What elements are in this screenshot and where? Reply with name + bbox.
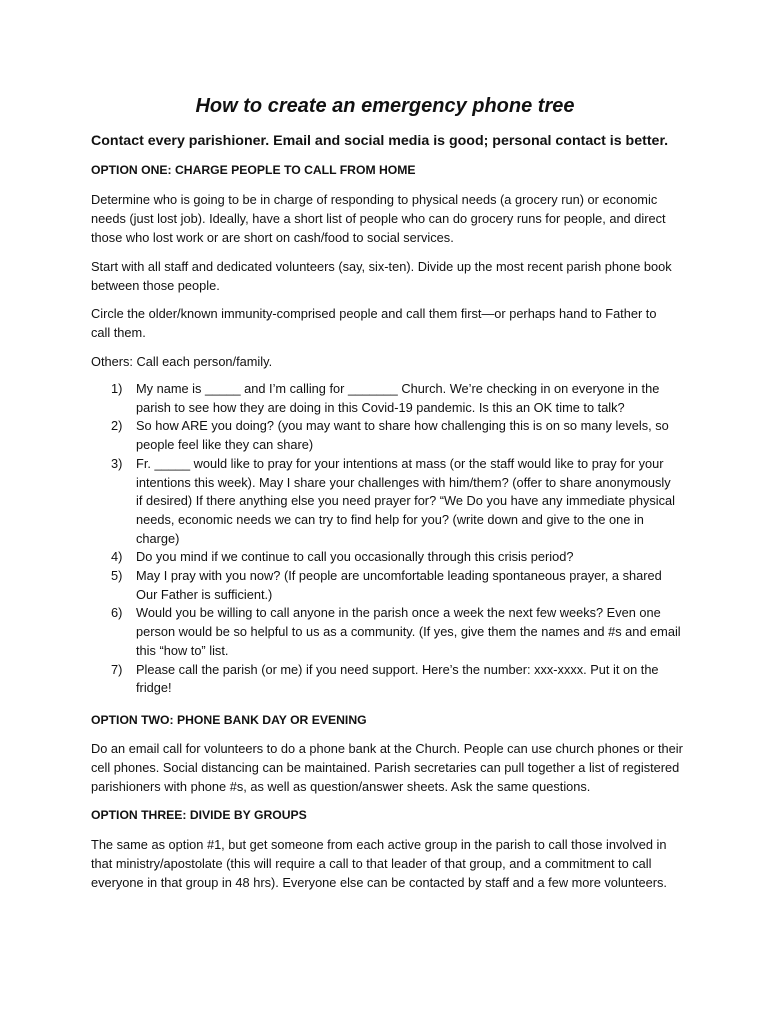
list-item-line: So how ARE you doing? (you may want to share how challenging this is on so many levels, so [136,418,669,434]
paragraph-line: Determine who is going to be in charge of responding to physical needs (a grocery run) or economic [91,192,658,207]
paragraph-line: that ministry/apostolate (this will require a call to that leader of that group, and a commitment to call [91,856,652,871]
paragraph-line: Start with all staff and dedicated volunteers (say, six-ten). Divide up the most recent parish phone book [91,259,672,274]
option-one-paragraph [91,352,691,371]
paragraph-line: cell phones. Social distancing can be maintained. Parish secretaries can pull together a list of registered [91,760,680,775]
list-item-number: 7) [111,661,123,677]
document-title: How to create an emergency phone tree [195,95,575,117]
paragraph-line: everyone in that group in 48 hrs). Everyone else can be contacted by staff and a few more volunteers. [91,875,667,890]
list-item [91,455,691,549]
option-one-paragraph [91,190,691,247]
list-item-line: if desired) If there anything else you need prayer for? “We Do you have any immediate physical [136,493,675,509]
list-item-line: parish to see how they are doing in this Covid-19 pandemic. Is this an OK time to talk? [136,399,625,415]
list-item-line: this “how to” list. [136,642,229,658]
list-item-line: Fr. _____ would like to pray for your intentions at mass (or the staff would like to pray for your [136,455,664,471]
list-item [91,604,691,660]
list-item-line: Do you mind if we continue to call you occasionally through this crisis period? [136,549,574,565]
option-three-paragraph [91,835,691,892]
option-three-heading: OPTION THREE: DIVIDE BY GROUPS [91,808,307,822]
paragraph-line: parishioners with phone #s, as well as question/answer sheets. Ask the same questions. [91,779,591,794]
list-item [91,567,691,604]
list-item-line: fridge! [136,680,172,696]
list-item-line: Would you be willing to call anyone in the parish once a week the next few weeks? Even one [136,605,661,621]
list-item-line: person would be so helpful to us as a community. (If yes, give them the names and #s and email [136,624,681,640]
list-item [91,380,691,417]
list-item-number: 1) [111,381,123,396]
paragraph-line: call them. [91,325,146,340]
list-item-number: 3) [111,455,123,471]
list-item-line: people feel like they can share) [136,437,314,453]
paragraph-line: The same as option #1, but get someone from each active group in the parish to call those involved in [91,837,667,852]
paragraph-line: Others: Call each person/family. [91,354,273,369]
list-item-line: needs, economic needs we can try to find help for you? (write down and give to the one in [136,511,644,527]
paragraph-line: needs (just lost job). Ideally, have a short list of people who can do grocery runs for people, and direct [91,211,666,226]
option-two-heading: OPTION TWO: PHONE BANK DAY OR EVENING [91,713,367,727]
list-item-line: Please call the parish (or me) if you need support. Here’s the number: xxx-xxxx. Put it on the [136,661,659,677]
list-item-line: intentions this week). May I share your challenges with him/them? (offer to share anonymously [136,474,671,490]
list-item-line: May I pray with you now? (If people are uncomfortable leading spontaneous prayer, a shared [136,568,662,584]
list-item-line: charge) [136,530,180,546]
call-script-list [91,380,691,698]
list-item-line: My name is _____ and I’m calling for _______ Church. We’re checking in on everyone in the [136,381,660,396]
paragraph-line: between those people. [91,278,220,293]
option-one-heading: OPTION ONE: CHARGE PEOPLE TO CALL FROM HOME [91,163,416,177]
list-item [91,417,691,454]
list-item-number: 2) [111,418,123,434]
option-two-paragraph [91,739,691,796]
list-item [91,548,691,567]
option-one-paragraph [91,257,691,295]
paragraph-line: Do an email call for volunteers to do a phone bank at the Church. People can use church phones or their [91,741,683,756]
paragraph-line: those who lost work or are short on cash/food to social services. [91,230,454,245]
list-item-number: 6) [111,605,123,621]
paragraph-line: Circle the older/known immunity-comprised people and call them first—or perhaps hand to Father to [91,306,657,321]
document-subtitle: Contact every parishioner. Email and social media is good; personal contact is better. [91,133,669,149]
list-item [91,661,691,698]
list-item-line: Our Father is sufficient.) [136,586,273,602]
list-item-number: 4) [111,549,123,565]
list-item-number: 5) [111,568,123,584]
option-one-paragraph [91,304,691,342]
